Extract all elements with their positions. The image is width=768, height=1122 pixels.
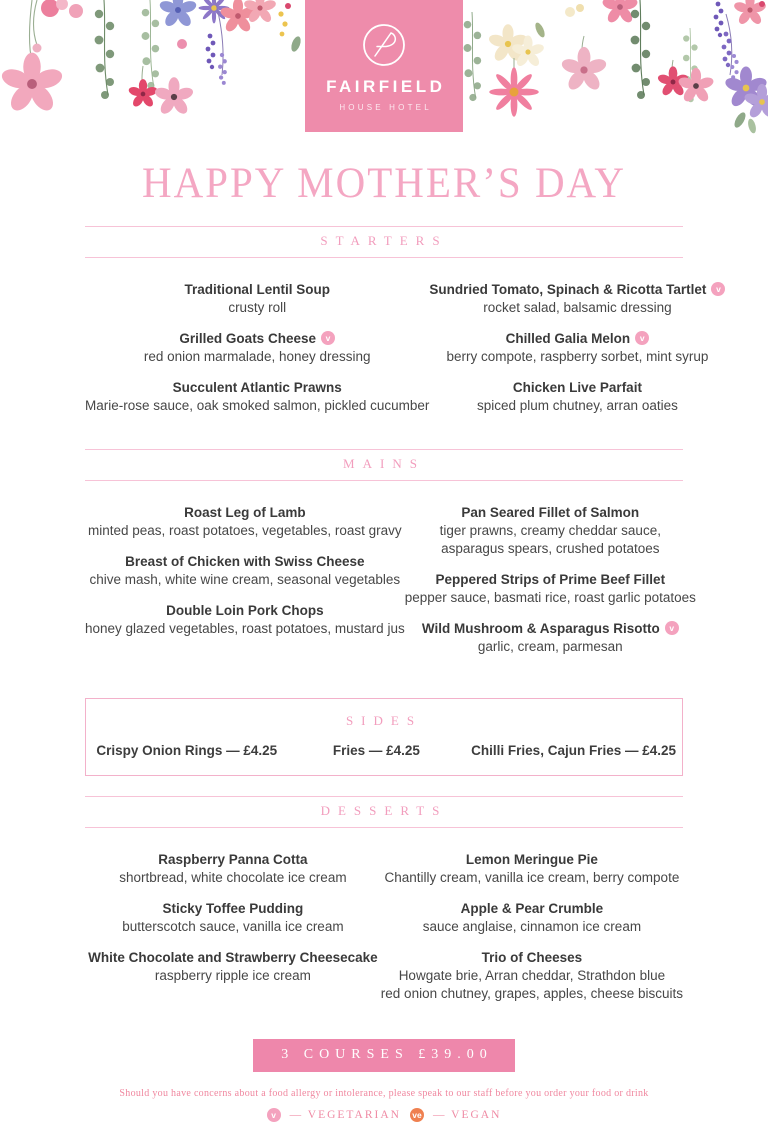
main-item xyxy=(405,621,696,654)
item-description: minted peas, roast potatoes, vegetables, roast gravy xyxy=(88,523,402,538)
starter-item xyxy=(429,331,725,364)
item-description: spiced plum chutney, arran oaties xyxy=(476,398,678,413)
item-description: tiger prawns, creamy cheddar sauce, xyxy=(439,523,661,538)
price-banner: 3 COURSES £39.00 xyxy=(253,1039,515,1072)
vegetarian-badge-icon: v xyxy=(711,282,725,296)
desserts-right-column xyxy=(381,852,683,1017)
main-item xyxy=(85,603,405,636)
sides-items xyxy=(92,743,676,758)
item-description: garlic, cream, parmesan xyxy=(477,639,623,654)
dessert-item xyxy=(85,901,381,934)
desserts-left-column xyxy=(85,852,381,999)
item-description: Howgate brie, Arran cheddar, Strathdon blue xyxy=(398,968,666,983)
item-name: Sundried Tomato, Spinach & Ricotta Tartlet v xyxy=(429,282,725,297)
starter-item xyxy=(85,282,429,315)
item-name: Lemon Meringue Pie xyxy=(465,852,598,867)
section-label: STARTERS xyxy=(320,233,448,248)
sides-box xyxy=(85,698,683,776)
main-item xyxy=(85,505,405,538)
brand-name: FAIRFIELD xyxy=(326,77,446,96)
dessert-item xyxy=(381,950,683,1001)
starter-item xyxy=(429,282,725,315)
section-header-desserts xyxy=(85,796,683,828)
item-name: Peppered Strips of Prime Beef Fillet xyxy=(435,572,666,587)
item-name: Breast of Chicken with Swiss Cheese xyxy=(125,554,365,569)
item-description: Chantilly cream, vanilla ice cream, berry compote xyxy=(384,870,680,885)
dessert-item xyxy=(381,901,683,934)
starters-right-column xyxy=(429,282,725,429)
dessert-item xyxy=(381,852,683,885)
vegetarian-badge-icon: v xyxy=(665,621,679,635)
item-description: butterscotch sauce, vanilla ice cream xyxy=(122,919,344,934)
item-name: Raspberry Panna Cotta xyxy=(158,852,308,867)
section-label: MAINS xyxy=(343,456,425,471)
item-description: raspberry ripple ice cream xyxy=(154,968,311,983)
item-name: White Chocolate and Strawberry Cheesecake xyxy=(88,950,378,965)
vegetarian-label: — VEGETARIAN xyxy=(289,1109,401,1121)
vegetarian-badge-icon: v xyxy=(267,1108,281,1122)
item-name: Roast Leg of Lamb xyxy=(184,505,306,520)
section-header-starters xyxy=(85,226,683,258)
brand-subtitle: HOUSE HOTEL xyxy=(339,103,432,112)
item-name: Wild Mushroom & Asparagus Risotto v xyxy=(405,621,696,636)
mains-right-column xyxy=(405,505,696,670)
starters-left-column xyxy=(85,282,429,429)
dessert-item xyxy=(85,950,381,983)
side-item: Crispy Onion Rings — £4.25 xyxy=(96,743,278,758)
mains-left-column xyxy=(85,505,405,652)
item-name: Pan Seared Fillet of Salmon xyxy=(461,505,640,520)
item-name: Apple & Pear Crumble xyxy=(460,901,604,916)
hotel-logo xyxy=(305,0,463,132)
vegan-label: — VEGAN xyxy=(432,1109,502,1121)
item-description: pepper sauce, basmati rice, roast garlic potatoes xyxy=(404,590,696,605)
item-description: honey glazed vegetables, roast potatoes, mustard jus xyxy=(85,621,405,636)
item-description: chive mash, white wine cream, seasonal vegetables xyxy=(89,572,401,587)
item-description: shortbread, white chocolate ice cream xyxy=(119,870,347,885)
main-item xyxy=(85,554,405,587)
item-name: Chicken Live Parfait xyxy=(512,380,642,395)
dietary-legend xyxy=(0,1108,768,1122)
side-item: Fries — £4.25 xyxy=(332,743,420,758)
allergy-notice: Should you have concerns about a food allergy or intolerance, please speak to our staff before you order your food or drink xyxy=(119,1088,649,1099)
item-description: rocket salad, balsamic dressing xyxy=(483,300,672,315)
starter-item xyxy=(429,380,725,413)
item-name: Trio of Cheeses xyxy=(481,950,583,965)
section-header-mains xyxy=(85,449,683,481)
item-name: Grilled Goats Cheese v xyxy=(85,331,429,346)
item-description: red onion chutney, grapes, apples, cheese biscuits xyxy=(380,986,683,1001)
vegetarian-badge-icon: v xyxy=(635,331,649,345)
fairfield-monogram-icon xyxy=(361,22,407,68)
vegan-badge-icon: ve xyxy=(410,1108,424,1122)
section-label: SIDES xyxy=(345,713,423,728)
starters-grid xyxy=(85,282,721,429)
floral-header xyxy=(0,0,768,134)
page-title: HAPPY MOTHER’S DAY xyxy=(141,157,627,207)
mains-grid xyxy=(85,505,696,670)
section-label: DESSERTS xyxy=(320,803,448,818)
starter-item xyxy=(85,380,429,413)
item-name: Traditional Lentil Soup xyxy=(184,282,330,297)
item-description: sauce anglaise, cinnamon ice cream xyxy=(422,919,642,934)
item-description: Marie-rose sauce, oak smoked salmon, pickled cucumber xyxy=(85,398,430,413)
main-item xyxy=(405,505,696,556)
item-description: crusty roll xyxy=(228,300,287,315)
item-name: Double Loin Pork Chops xyxy=(166,603,324,618)
dessert-item xyxy=(85,852,381,885)
item-description: red onion marmalade, honey dressing xyxy=(143,349,371,364)
item-name: Chilled Galia Melon v xyxy=(429,331,725,346)
desserts-grid xyxy=(85,852,683,1017)
vegetarian-badge-icon: v xyxy=(321,331,335,345)
main-item xyxy=(405,572,696,605)
item-name: Sticky Toffee Pudding xyxy=(162,901,304,916)
item-description: asparagus spears, crushed potatoes xyxy=(441,541,660,556)
item-name: Succulent Atlantic Prawns xyxy=(172,380,342,395)
starter-item xyxy=(85,331,429,364)
item-description: berry compote, raspberry sorbet, mint syrup xyxy=(446,349,709,364)
side-item: Chilli Fries, Cajun Fries — £4.25 xyxy=(471,743,676,758)
